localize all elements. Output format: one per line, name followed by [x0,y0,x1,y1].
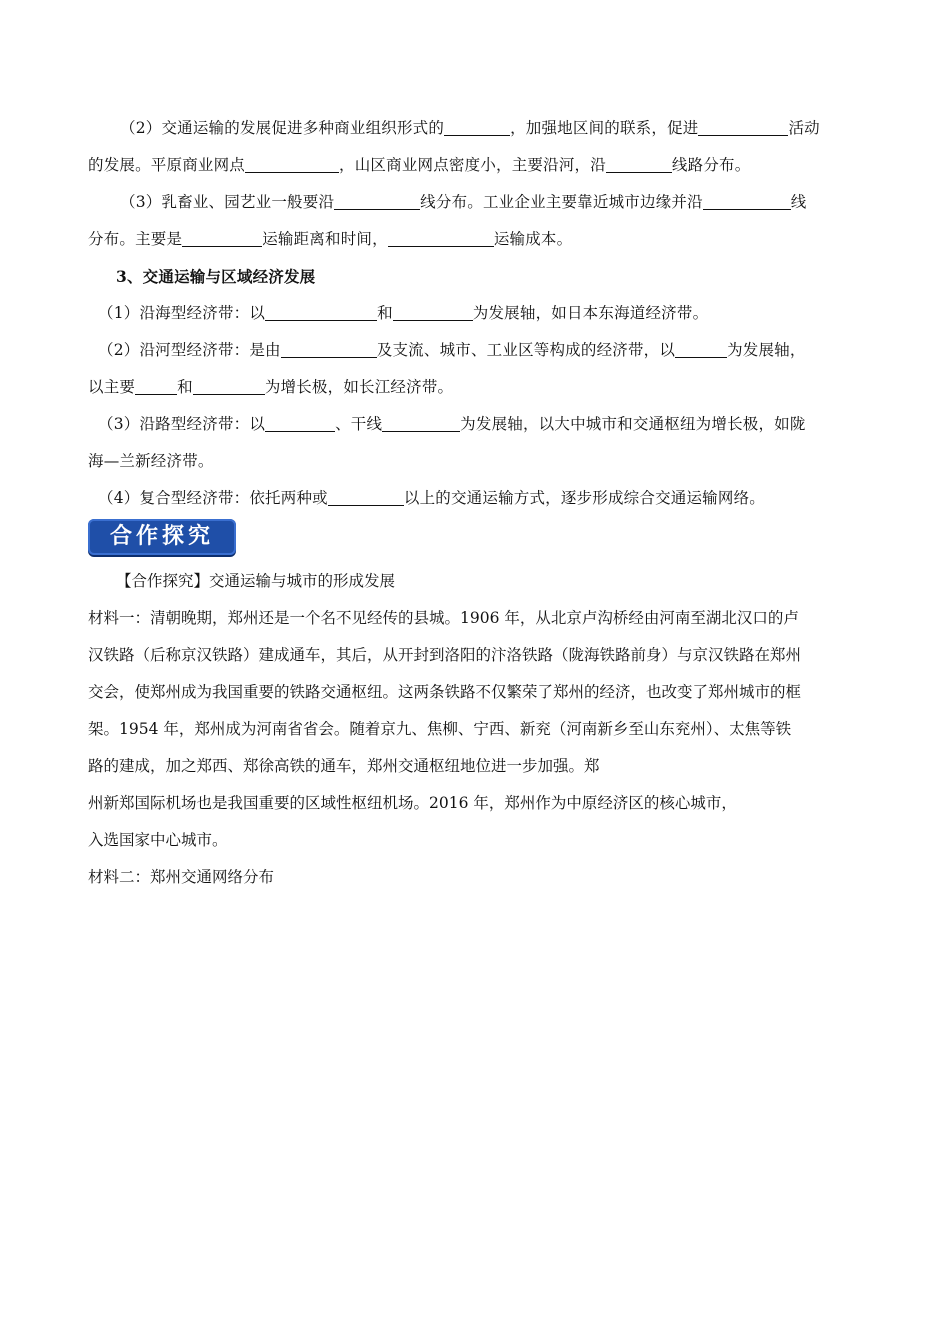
fill-blank[interactable] [606,155,672,173]
fill-blank[interactable] [334,192,420,210]
text: 为发展轴，如日本东海道经济带。 [472,304,709,322]
text: （4）复合型经济带：依托两种或 [98,489,328,507]
fill-blank[interactable] [388,229,494,247]
item-3-line-1 [88,406,868,443]
fill-blank[interactable] [265,414,335,432]
text: 为增长极，如长江经济带。 [264,378,454,396]
text: 运输成本。 [493,230,573,248]
text: 活动 [788,119,820,137]
text: 和 [177,378,193,396]
text: 线路分布。 [671,156,751,174]
fill-blank[interactable] [698,118,788,136]
text: 、干线 [335,415,383,433]
text: （2）交通运输的发展促进多种商业组织形式的 [120,119,445,137]
document-content [88,110,868,896]
fill-blank[interactable] [245,155,339,173]
text: （3）乳畜业、园艺业一般要沿 [120,193,335,211]
fill-blank[interactable] [265,303,377,321]
item-3-line-2: 海—兰新经济带。 [88,452,214,470]
text: 为发展轴， [727,341,806,359]
material-1-line-7: 入选国家中心城市。 [88,831,228,849]
text: 的发展。平原商业网点 [88,156,246,174]
fill-blank[interactable] [281,340,377,358]
fill-blank[interactable] [328,488,404,506]
text: 和 [377,304,393,322]
badge-row [88,517,868,563]
text: 以主要 [88,378,136,396]
material-1-line-3: 交会，使郑州成为我国重要的铁路交通枢纽。这两条铁路不仅繁荣了郑州的经济，也改变了郑州城市的框 [88,683,802,701]
fill-blank[interactable] [193,377,265,395]
section-3-heading: 3、交通运输与区域经济发展 [116,267,316,286]
text: 以上的交通运输方式，逐步形成综合交通运输网络。 [403,489,765,507]
item-2-line-2 [88,369,868,406]
paragraph-2-line-2 [88,147,868,184]
material-1-line-6: 州新郑国际机场也是我国重要的区域性枢纽机场。2016 年，郑州作为中原经济区的核心城市， [88,794,737,812]
material-1-line-1: 材料一：清朝晚期，郑州还是一个名不见经传的县城。1906 年，从北京卢沟桥经由河南至湖北汉口的卢 [88,609,799,627]
fill-blank[interactable] [393,303,473,321]
text: 及支流、城市、工业区等构成的经济带，以 [376,341,676,359]
text: （3）沿路型经济带：以 [98,415,266,433]
paragraph-2-line-1 [88,110,868,147]
paragraph-3-line-1 [88,184,868,221]
fill-blank[interactable] [675,340,727,358]
fill-blank[interactable] [135,377,177,395]
text: 分布。主要是 [88,230,183,248]
text: 线 [790,193,807,211]
fill-blank[interactable] [382,414,460,432]
text: ，山区商业网点密度小，主要沿河，沿 [339,156,606,174]
item-2-line-1 [88,332,868,369]
paragraph-3-line-2 [88,221,868,258]
fill-blank[interactable] [703,192,791,210]
material-1-line-2: 汉铁路（后称京汉铁路）建成通车，其后，从开封到洛阳的汴洛铁路（陇海铁路前身）与京汉铁路在郑州 [88,646,802,664]
cooperative-inquiry-badge: 合作探究 [88,519,236,555]
inquiry-title: 【合作探究】交通运输与城市的形成发展 [116,572,396,590]
item-4 [88,480,868,517]
fill-blank[interactable] [182,229,262,247]
item-1 [88,295,868,332]
text: （1）沿海型经济带：以 [98,304,266,322]
material-1-line-4: 架。1954 年，郑州成为河南省省会。随着京九、焦柳、宁西、新兖（河南新乡至山东兖州）、太焦等铁 [88,720,792,738]
text: ，加强地区间的联系，促进 [510,119,699,137]
material-1-line-5: 路的建成，加之郑西、郑徐高铁的通车，郑州交通枢纽地位进一步加强。郑 [88,757,600,775]
text: 运输距离和时间， [262,230,388,248]
text: 为发展轴，以大中城市和交通枢纽为增长极，如陇 [460,415,806,433]
material-2-title: 材料二：郑州交通网络分布 [88,868,275,886]
fill-blank[interactable] [444,118,510,136]
text: （2）沿河型经济带：是由 [98,341,281,359]
text: 线分布。工业企业主要靠近城市边缘并沿 [420,193,703,211]
